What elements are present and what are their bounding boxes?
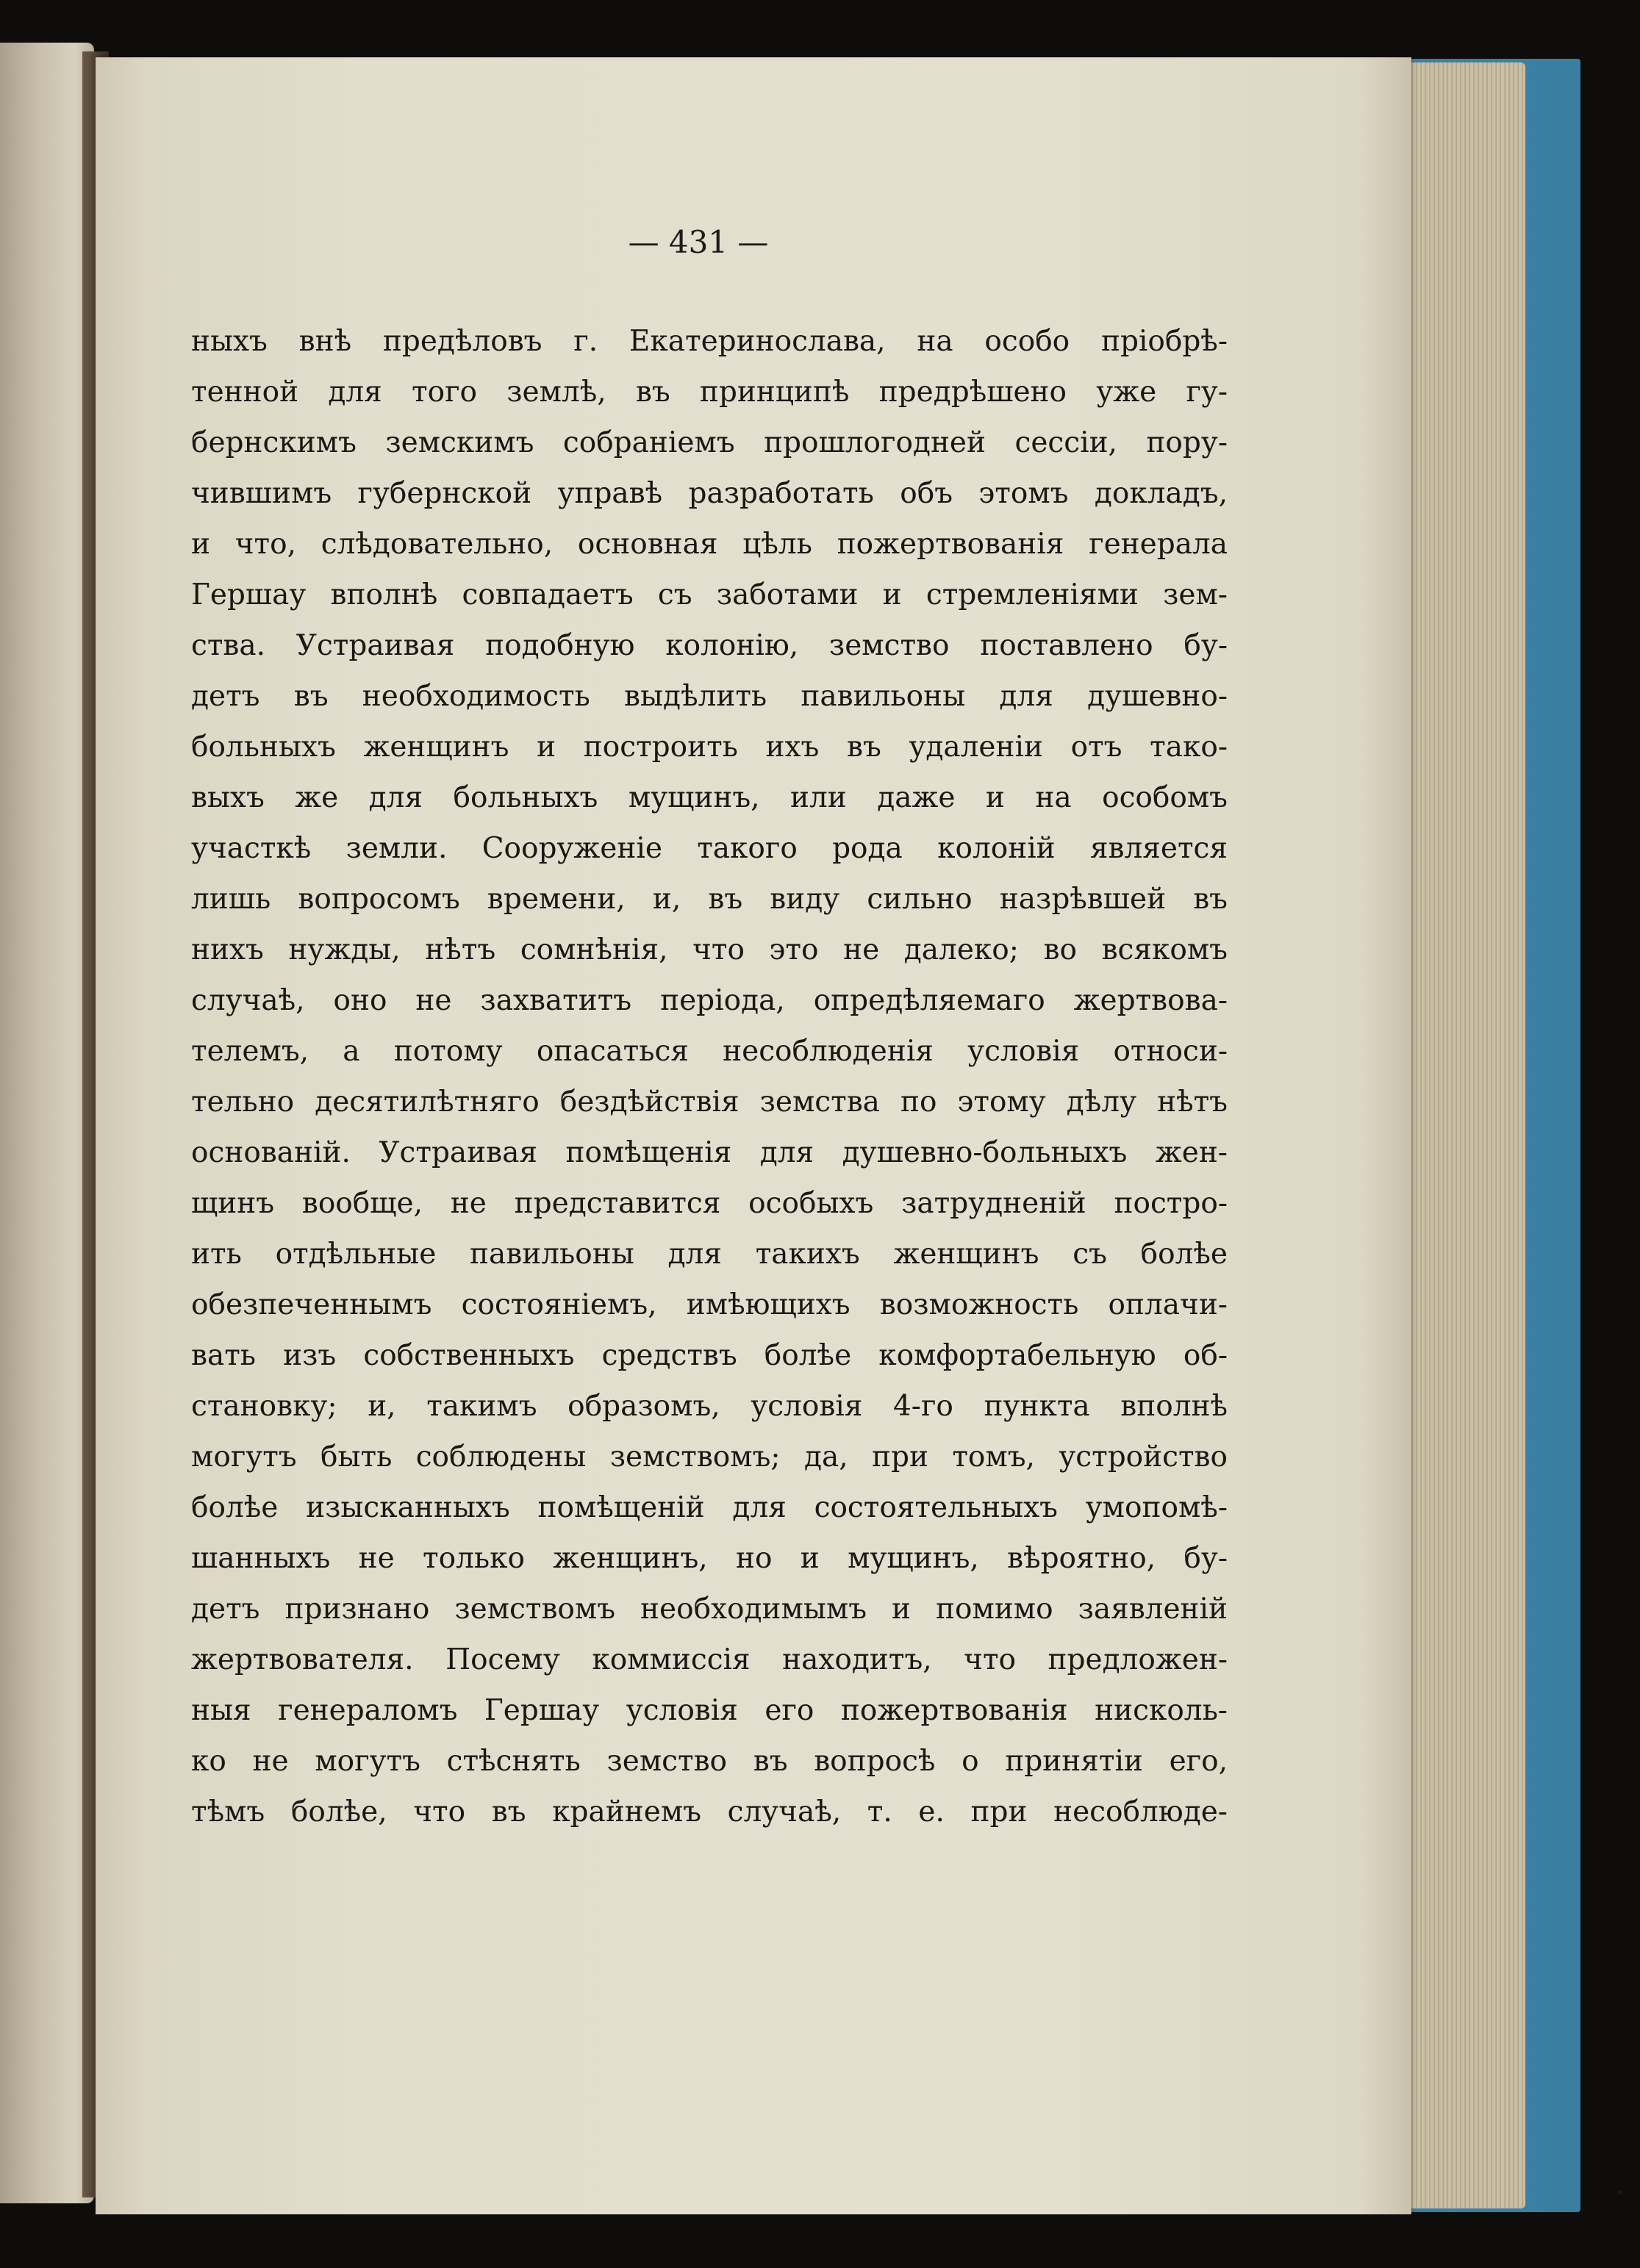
text-line: выхъ же для больныхъ мущинъ, или даже и на особомъ — [191, 781, 1228, 814]
text-line: телемъ, а потому опасаться несоблюденія условія относи- — [191, 1035, 1228, 1068]
text-line: чившимъ губернской управѣ разработать объ этомъ докладъ, — [191, 477, 1228, 510]
text-line: ства. Устраивая подобную колонію, земство поставлено бу- — [191, 629, 1228, 662]
text-line: шанныхъ не только женщинъ, но и мущинъ, вѣроятно, бу- — [191, 1542, 1228, 1575]
text-line: ить отдѣльные павильоны для такихъ женщинъ съ болѣе — [191, 1238, 1228, 1271]
text-line: ныя генераломъ Гершау условія его пожертвованія нисколь- — [191, 1694, 1228, 1727]
text-line: могутъ быть соблюдены земствомъ; да, при томъ, устройство — [191, 1440, 1228, 1474]
text-line: жертвователя. Посему коммиссія находитъ, что предложен- — [191, 1643, 1228, 1676]
text-line: тенной для того землѣ, въ принципѣ предрѣшено уже гу- — [191, 376, 1228, 409]
text-line: обезпеченнымъ состояніемъ, имѣющихъ возможность оплачи- — [191, 1288, 1228, 1321]
text-line: участкѣ земли. Сооруженіе такого рода колоній является — [191, 832, 1228, 865]
text-line: щинъ вообще, не представится особыхъ затрудненій постро- — [191, 1187, 1228, 1220]
left-page-edge — [0, 43, 94, 2203]
text-line: случаѣ, оно не захватитъ періода, опредѣляемаго жертвова- — [191, 984, 1228, 1017]
text-line: ко не могутъ стѣснять земство въ вопросѣ о принятіи его, — [191, 1745, 1228, 1778]
text-line: и что, слѣдовательно, основная цѣль пожертвованія генерала — [191, 528, 1228, 561]
text-line: лишь вопросомъ времени, и, въ виду сильно назрѣвшей въ — [191, 883, 1228, 916]
text-line: болѣе изысканныхъ помѣщеній для состоятельныхъ умопомѣ- — [191, 1491, 1228, 1524]
text-line: нихъ нужды, нѣтъ сомнѣнія, что это не далеко; во всякомъ — [191, 933, 1228, 966]
body-text — [191, 316, 1228, 1837]
text-line: детъ въ необходимость выдѣлить павильоны для душевно- — [191, 680, 1228, 713]
ink-dot — [1617, 2190, 1622, 2195]
text-line: тѣмъ болѣе, что въ крайнемъ случаѣ, т. е. при несоблюде- — [191, 1795, 1228, 1829]
text-line: тельно десятилѣтняго бездѣйствія земства по этому дѣлу нѣтъ — [191, 1085, 1228, 1119]
page-number: — 431 — — [628, 224, 769, 260]
text-line: больныхъ женщинъ и построить ихъ въ удаленіи отъ тако- — [191, 731, 1228, 764]
page-stack-edge — [1400, 62, 1525, 2208]
text-line: вать изъ собственныхъ средствъ болѣе комфортабельную об- — [191, 1339, 1228, 1372]
text-line: основаній. Устраивая помѣщенія для душевно-больныхъ жен- — [191, 1136, 1228, 1169]
text-line: детъ признано земствомъ необходимымъ и помимо заявленій — [191, 1593, 1228, 1626]
text-line: становку; и, такимъ образомъ, условія 4-го пункта вполнѣ — [191, 1390, 1228, 1423]
text-line: Гершау вполнѣ совпадаетъ съ заботами и стремленіями зем- — [191, 578, 1228, 611]
text-line: ныхъ внѣ предѣловъ г. Екатеринослава, на особо пріобрѣ- — [191, 325, 1228, 358]
text-line: бернскимъ земскимъ собраніемъ прошлогодней сессіи, пору- — [191, 426, 1228, 459]
